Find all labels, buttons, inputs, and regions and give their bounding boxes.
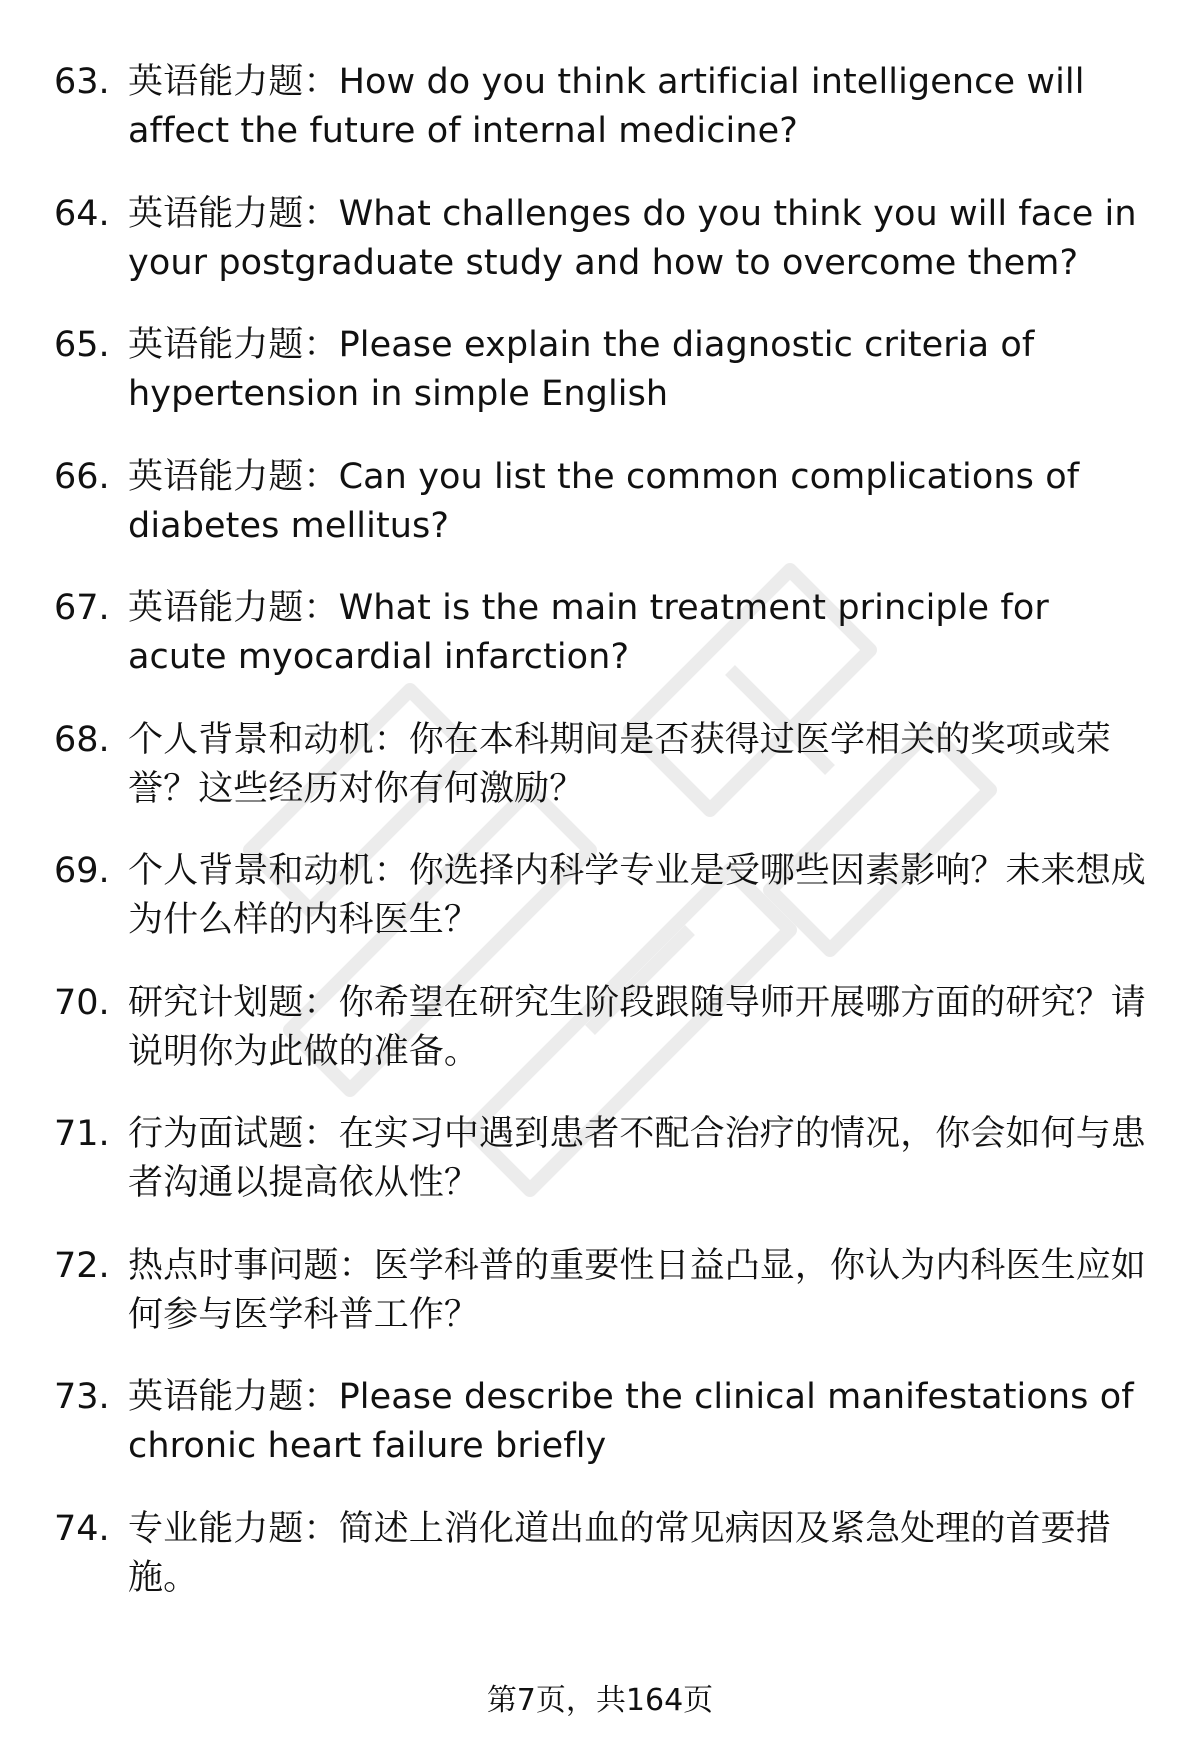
question-text: 个人背景和动机：你在本科期间是否获得过医学相关的奖项或荣誉？这些经历对你有何激励？ — [128, 719, 1111, 809]
question-item — [54, 321, 1154, 453]
question-item — [54, 716, 1154, 848]
question-number: 68. — [54, 719, 110, 760]
question-text: 英语能力题：Please explain the diagnostic criteria of hypertension in simple English — [128, 325, 1035, 414]
question-text: 热点时事问题：医学科普的重要性日益凸显，你认为内科医生应如何参与医学科普工作？ — [128, 1245, 1146, 1335]
question-text: 专业能力题：简述上消化道出血的常见病因及紧急处理的首要措施。 — [128, 1508, 1111, 1598]
question-number: 74. — [54, 1508, 110, 1549]
question-number: 63. — [54, 62, 110, 102]
question-text: 行为面试题：在实习中遇到患者不配合治疗的情况，你会如何与患者沟通以提高依从性？ — [128, 1114, 1146, 1203]
question-number: 69. — [54, 851, 110, 891]
question-item — [54, 1505, 1154, 1637]
question-item — [54, 58, 1154, 190]
question-text: 个人背景和动机：你选择内科学专业是受哪些因素影响？未来想成为什么样的内科医生？ — [128, 851, 1146, 940]
question-text: 英语能力题：Can you list the common complications of diabetes mellitus? — [128, 456, 1080, 546]
question-item — [54, 190, 1154, 322]
question-item — [54, 584, 1154, 716]
question-number: 64. — [54, 193, 110, 234]
question-number: 71. — [54, 1114, 110, 1154]
question-number: 72. — [54, 1245, 110, 1286]
question-number: 70. — [54, 982, 110, 1023]
question-number: 66. — [54, 456, 110, 497]
question-item — [54, 847, 1154, 979]
question-text: 英语能力题：What is the main treatment principle for acute myocardial infarction? — [128, 588, 1049, 677]
question-number: 67. — [54, 588, 110, 628]
question-text: 研究计划题：你希望在研究生阶段跟随导师开展哪方面的研究？请说明你为此做的准备。 — [128, 982, 1146, 1072]
question-text: 英语能力题：Please describe the clinical manifestations of chronic heart failure briefly — [128, 1377, 1134, 1466]
question-number: 65. — [54, 325, 110, 365]
question-item — [54, 979, 1154, 1111]
question-text: 英语能力题：How do you think artificial intelligence will affect the future of internal medicine? — [128, 62, 1085, 151]
question-text: 英语能力题：What challenges do you think you will face in your postgraduate study and how to overcome them? — [128, 193, 1137, 283]
question-list — [54, 58, 1154, 1636]
question-item — [54, 453, 1154, 585]
question-number: 73. — [54, 1377, 110, 1417]
page-footer: 第7页，共164页 — [486, 1683, 714, 1718]
question-item — [54, 1242, 1154, 1374]
question-item — [54, 1373, 1154, 1505]
question-item — [54, 1110, 1154, 1242]
